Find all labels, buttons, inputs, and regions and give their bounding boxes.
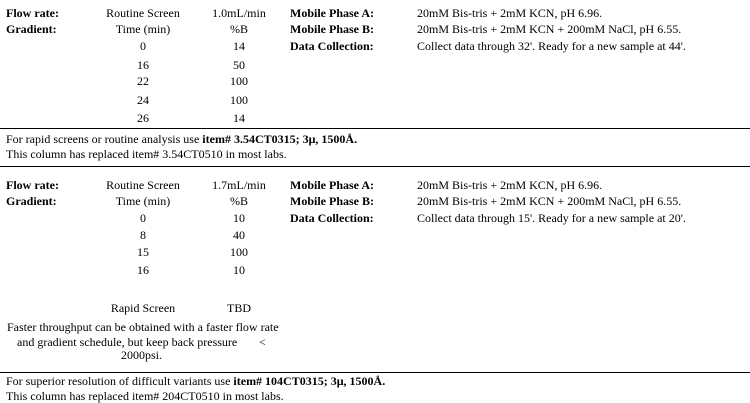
rapid-screen-value: TBD: [227, 301, 251, 315]
recommendation-prefix: For rapid screens or routine analysis use: [6, 132, 203, 146]
gradient-percent-b: 100: [230, 74, 248, 88]
gradient-label: Gradient:: [6, 194, 57, 208]
gradient-time: 0: [140, 211, 146, 225]
gradient-time: 15: [137, 245, 149, 259]
gradient-percent-b: 50: [233, 58, 245, 72]
data-collection-label: Data Collection:: [290, 211, 374, 225]
gradient-percent-b: 40: [233, 228, 245, 242]
recommended-item: item# 104CT0315; 3μ, 1500Å.: [233, 374, 386, 388]
column-recommendation: [6, 132, 357, 146]
gradient-percent-b: 14: [233, 39, 245, 53]
data-collection-label: Data Collection:: [290, 39, 374, 53]
throughput-note-line1: Faster throughput can be obtained with a faster flow rate: [7, 320, 279, 334]
gradient-time: 16: [137, 263, 149, 277]
time-header: Time (min): [115, 22, 171, 36]
gradient-time: 26: [137, 111, 149, 125]
column-recommendation: [6, 374, 385, 388]
gradient-percent-b: 14: [233, 111, 245, 125]
percent-b-header: %B: [230, 194, 248, 208]
mobile-phase-a-value: 20mM Bis-tris + 2mM KCN, pH 6.96.: [417, 6, 603, 20]
flow-rate-label: Flow rate:: [6, 6, 59, 20]
mobile-phase-b-value: 20mM Bis-tris + 2mM KCN + 200mM NaCl, pH 6.55.: [417, 22, 682, 36]
recommended-item: item# 3.54CT0315; 3μ, 1500Å.: [202, 132, 358, 146]
gradient-time: 16: [137, 58, 149, 72]
gradient-time: 8: [140, 228, 146, 242]
gradient-time: 22: [137, 74, 149, 88]
mobile-phase-b-label: Mobile Phase B:: [290, 194, 374, 208]
less-than-sign: <: [259, 335, 266, 349]
recommendation-prefix: For superior resolution of difficult variants use: [6, 374, 234, 388]
mobile-phase-a-label: Mobile Phase A:: [290, 178, 374, 192]
routine-screen-label: Routine Screen: [106, 6, 180, 20]
gradient-time: 24: [137, 93, 149, 107]
mobile-phase-a-value: 20mM Bis-tris + 2mM KCN, pH 6.96.: [417, 178, 603, 192]
mobile-phase-b-label: Mobile Phase B:: [290, 22, 374, 36]
flow-rate-label: Flow rate:: [6, 178, 59, 192]
replacement-note: This column has replaced item# 204CT0510 in most labs.: [6, 389, 284, 403]
throughput-note-line3: 2000psi.: [121, 348, 163, 362]
replacement-note: This column has replaced item# 3.54CT0510 in most labs.: [6, 147, 287, 161]
data-collection-value: Collect data through 15'. Ready for a new sample at 20'.: [417, 211, 686, 225]
gradient-percent-b: 10: [233, 263, 245, 277]
time-header: Time (min): [115, 194, 171, 208]
gradient-percent-b: 100: [230, 93, 248, 107]
divider: [0, 128, 750, 129]
gradient-time: 0: [140, 39, 146, 53]
routine-screen-label: Routine Screen: [106, 178, 180, 192]
gradient-percent-b: 100: [230, 245, 248, 259]
divider: [0, 166, 750, 167]
rapid-screen-label: Rapid Screen: [110, 301, 176, 315]
gradient-label: Gradient:: [6, 22, 57, 36]
throughput-note-line2: and gradient schedule, but keep back pressure: [17, 335, 238, 349]
gradient-percent-b: 10: [233, 211, 245, 225]
mobile-phase-b-value: 20mM Bis-tris + 2mM KCN + 200mM NaCl, pH 6.55.: [417, 194, 682, 208]
mobile-phase-a-label: Mobile Phase A:: [290, 6, 374, 20]
flow-rate-value: 1.7mL/min: [212, 178, 266, 192]
data-collection-value: Collect data through 32'. Ready for a new sample at 44'.: [417, 39, 686, 53]
percent-b-header: %B: [230, 22, 248, 36]
flow-rate-value: 1.0mL/min: [212, 6, 266, 20]
divider: [0, 372, 750, 373]
